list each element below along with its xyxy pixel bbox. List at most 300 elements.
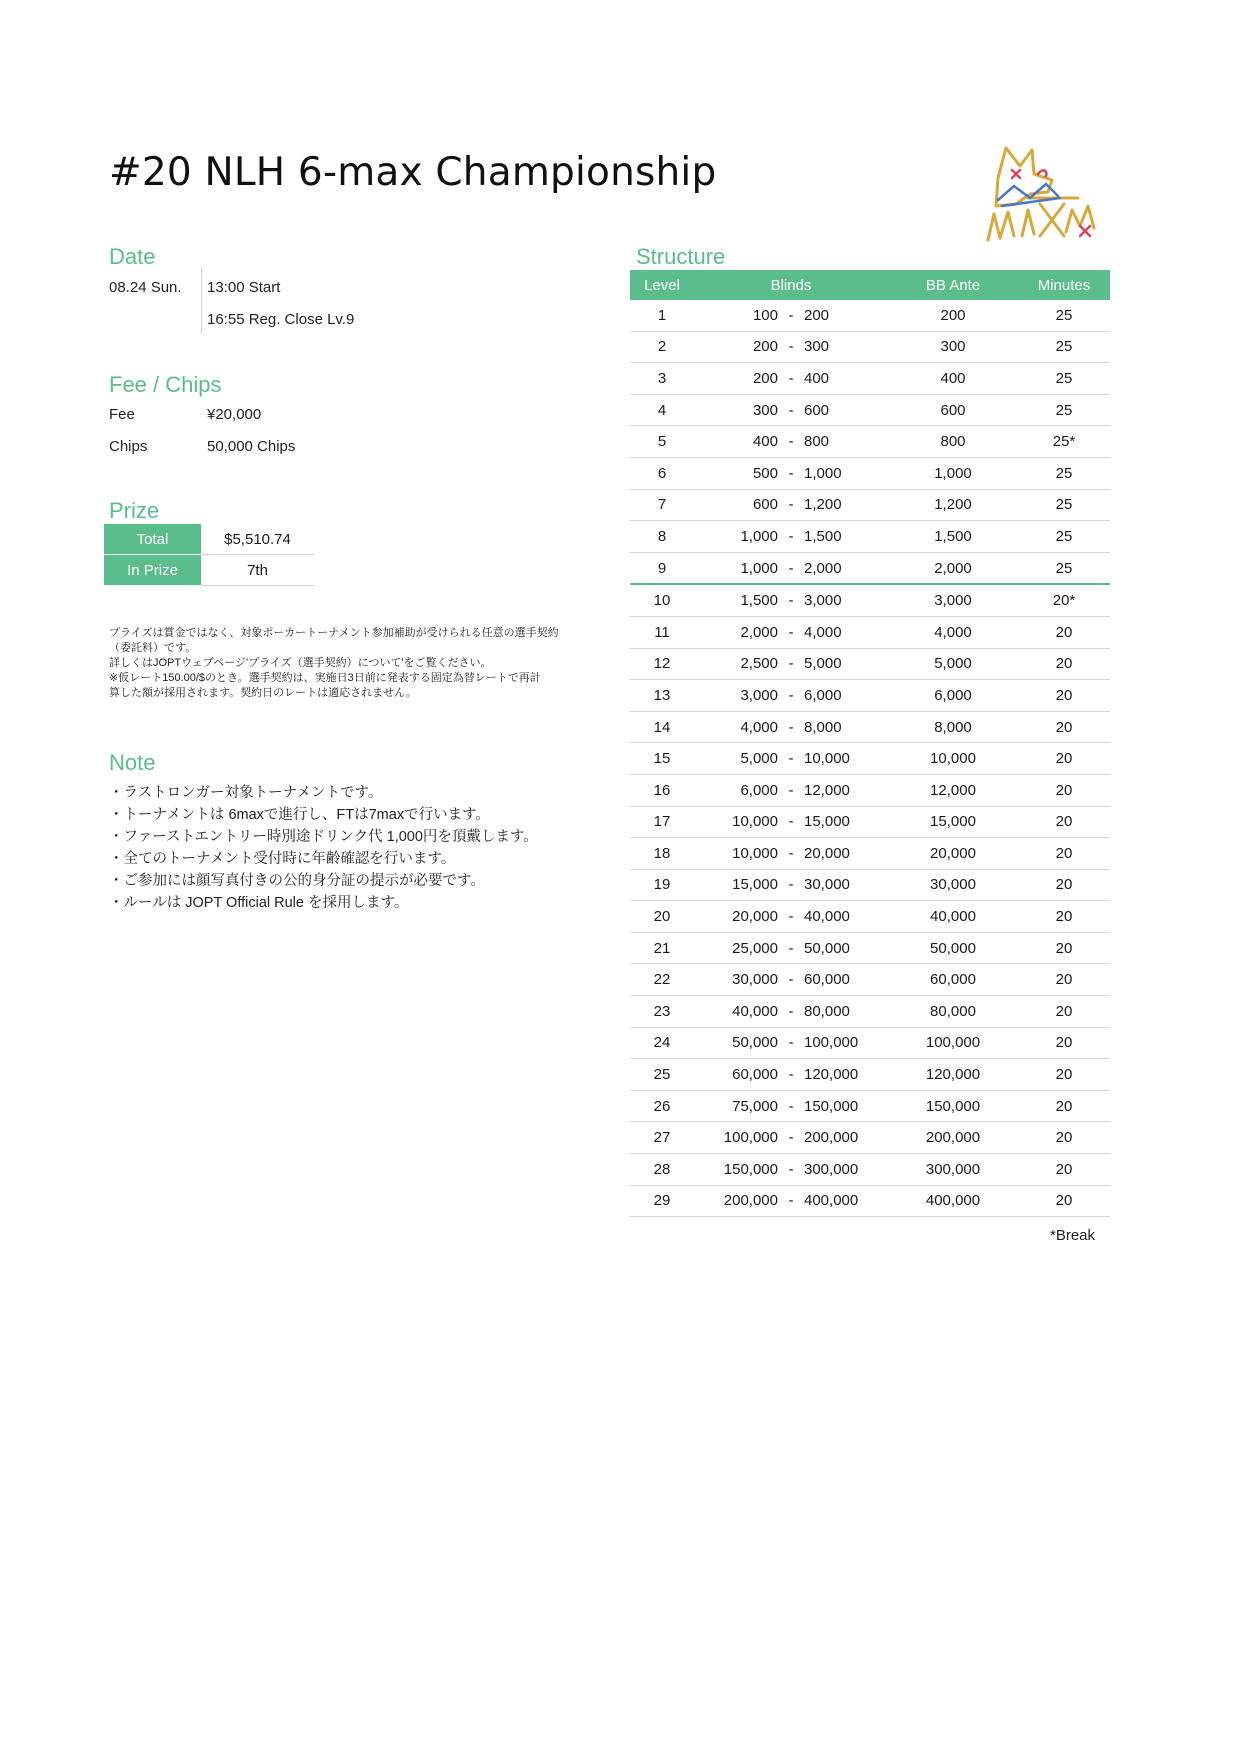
blinds-cell [694, 552, 888, 584]
minutes-value: 20 [1055, 1034, 1073, 1052]
small-blind-value: 30,000 [732, 971, 778, 989]
minutes-value: 20 [1055, 750, 1073, 768]
ante-cell [888, 932, 1018, 964]
blinds-separator: - [788, 433, 794, 451]
bb-ante-value: 30,000 [930, 876, 976, 894]
level-cell [630, 901, 694, 933]
date-day: 08.24 Sun. [109, 279, 182, 296]
ante-cell [888, 1185, 1018, 1217]
level-value: 20 [653, 908, 671, 926]
big-blind-value: 6,000 [804, 686, 842, 704]
ante-cell [888, 1122, 1018, 1154]
bb-ante-value: 20,000 [930, 844, 976, 862]
level-value: 29 [653, 1192, 671, 1210]
ante-cell [888, 1090, 1018, 1122]
minutes-value: 25 [1055, 496, 1073, 514]
big-blind-value: 800 [804, 433, 830, 451]
minutes-value: 20 [1055, 813, 1073, 831]
minutes-value: 20 [1055, 781, 1073, 799]
structure-row [630, 552, 1110, 584]
blinds-separator: - [788, 401, 794, 419]
note-item: ・ご参加には顔写真付きの公的身分証の提示が必要です。 [109, 873, 485, 889]
ante-cell [888, 869, 1018, 901]
ante-cell [888, 838, 1018, 870]
minutes-value: 20 [1055, 623, 1073, 641]
level-cell [630, 363, 694, 395]
minutes-value: 25 [1055, 338, 1073, 356]
minutes-cell [1018, 932, 1110, 964]
level-value: 4 [657, 401, 667, 419]
minutes-value: 20 [1055, 876, 1073, 894]
small-blind-value: 10,000 [732, 844, 778, 862]
level-value: 1 [657, 306, 667, 324]
small-blind-value: 100,000 [723, 1129, 778, 1147]
level-cell [630, 584, 694, 616]
level-cell [630, 932, 694, 964]
blinds-separator: - [788, 686, 794, 704]
level-value: 5 [657, 433, 667, 451]
level-cell [630, 1154, 694, 1186]
minutes-value: 20 [1055, 718, 1073, 736]
level-cell [630, 838, 694, 870]
level-cell [630, 394, 694, 426]
blinds-cell [694, 616, 888, 648]
blinds-cell [694, 426, 888, 458]
bb-ante-value: 400 [940, 369, 966, 387]
minutes-value: 25 [1055, 401, 1073, 419]
minutes-cell [1018, 1027, 1110, 1059]
blinds-separator: - [788, 1192, 794, 1210]
prize-total-label: Total [104, 524, 201, 555]
structure-row [630, 869, 1110, 901]
small-blind-value: 15,000 [732, 876, 778, 894]
bb-ante-value: 15,000 [930, 813, 976, 831]
level-cell [630, 996, 694, 1028]
small-blind-value: 6,000 [740, 781, 778, 799]
minutes-value: 20 [1055, 655, 1073, 673]
big-blind-value: 300,000 [804, 1160, 859, 1178]
blinds-separator: - [788, 559, 794, 577]
col-level: Level [630, 270, 694, 300]
blinds-cell [694, 1059, 888, 1091]
blinds-separator: - [788, 1002, 794, 1020]
blinds-separator: - [788, 908, 794, 926]
level-value: 11 [654, 623, 670, 641]
small-blind-value: 20,000 [732, 908, 778, 926]
bb-ante-value: 200,000 [925, 1129, 981, 1147]
small-blind-value: 2,000 [740, 623, 778, 641]
small-blind-value: 1,000 [740, 559, 778, 577]
structure-row [630, 806, 1110, 838]
minutes-value: 25 [1055, 464, 1073, 482]
minutes-cell [1018, 552, 1110, 584]
date-heading: Date [109, 244, 156, 269]
tournament-logo-icon [968, 140, 1103, 248]
structure-row [630, 363, 1110, 395]
note-item: ・ルールは JOPT Official Rule を採用します。 [109, 895, 409, 911]
prize-heading: Prize [109, 498, 160, 523]
col-bb-ante: BB Ante [888, 270, 1018, 300]
level-cell [630, 1185, 694, 1217]
structure-row [630, 1059, 1110, 1091]
small-blind-value: 5,000 [740, 750, 778, 768]
big-blind-value: 400,000 [804, 1192, 859, 1210]
small-blind-value: 75,000 [732, 1097, 778, 1115]
note-list [109, 782, 538, 914]
blinds-cell [694, 457, 888, 489]
blinds-cell [694, 996, 888, 1028]
level-cell [630, 616, 694, 648]
blinds-separator: - [788, 1097, 794, 1115]
blinds-separator: - [788, 496, 794, 514]
ante-cell [888, 1027, 1018, 1059]
big-blind-value: 200 [804, 306, 830, 324]
blinds-separator: - [788, 781, 794, 799]
small-blind-value: 400 [752, 433, 778, 451]
level-value: 7 [657, 496, 667, 514]
break-note: *Break [1050, 1227, 1096, 1244]
bb-ante-value: 4,000 [934, 623, 972, 641]
structure-header-row [630, 270, 1110, 300]
level-value: 21 [653, 939, 671, 957]
ante-cell [888, 363, 1018, 395]
level-value: 16 [653, 781, 671, 799]
small-blind-value: 600 [752, 496, 778, 514]
blinds-separator: - [788, 623, 794, 641]
big-blind-value: 8,000 [804, 718, 842, 736]
blinds-cell [694, 806, 888, 838]
blinds-separator: - [788, 844, 794, 862]
blinds-separator: - [788, 750, 794, 768]
big-blind-value: 1,500 [804, 527, 842, 545]
minutes-cell [1018, 426, 1110, 458]
minutes-cell [1018, 869, 1110, 901]
bb-ante-value: 120,000 [925, 1066, 981, 1084]
minutes-cell [1018, 774, 1110, 806]
note-item: ・ファーストエントリー時別途ドリンク代 1,000円を頂戴します。 [109, 829, 538, 845]
disclaimer-line: プライズは賞金ではなく、対象ポーカートーナメント参加補助が受けられる任意の選手契約 [109, 627, 559, 639]
bb-ante-value: 300 [940, 338, 966, 356]
level-value: 23 [653, 1002, 671, 1020]
minutes-cell [1018, 680, 1110, 712]
blinds-separator: - [788, 718, 794, 736]
minutes-value: 20 [1055, 844, 1073, 862]
ante-cell [888, 552, 1018, 584]
small-blind-value: 2,500 [740, 655, 778, 673]
big-blind-value: 2,000 [804, 559, 842, 577]
big-blind-value: 4,000 [804, 623, 842, 641]
minutes-value: 20 [1055, 1160, 1073, 1178]
date-divider [201, 268, 202, 334]
ante-cell [888, 300, 1018, 331]
big-blind-value: 200,000 [804, 1129, 859, 1147]
blinds-separator: - [788, 369, 794, 387]
ante-cell [888, 1154, 1018, 1186]
level-cell [630, 964, 694, 996]
ante-cell [888, 394, 1018, 426]
blinds-cell [694, 394, 888, 426]
level-value: 28 [653, 1160, 671, 1178]
minutes-value: 20* [1052, 592, 1076, 610]
minutes-cell [1018, 394, 1110, 426]
minutes-value: 20 [1055, 1097, 1073, 1115]
structure-row [630, 426, 1110, 458]
blinds-separator: - [788, 338, 794, 356]
level-cell [630, 1122, 694, 1154]
chips-label: Chips [109, 438, 148, 455]
minutes-cell [1018, 1059, 1110, 1091]
structure-row [630, 489, 1110, 521]
structure-row [630, 743, 1110, 775]
bb-ante-value: 400,000 [925, 1192, 981, 1210]
structure-row [630, 1027, 1110, 1059]
blinds-cell [694, 774, 888, 806]
level-cell [630, 711, 694, 743]
structure-row [630, 838, 1110, 870]
structure-row [630, 901, 1110, 933]
ante-cell [888, 1059, 1018, 1091]
big-blind-value: 120,000 [804, 1066, 859, 1084]
small-blind-value: 10,000 [732, 813, 778, 831]
level-value: 8 [657, 527, 667, 545]
chips-value: 50,000 Chips [207, 438, 296, 455]
minutes-cell [1018, 616, 1110, 648]
minutes-value: 25 [1055, 306, 1073, 324]
level-cell [630, 806, 694, 838]
minutes-value: 25 [1055, 369, 1073, 387]
blinds-cell [694, 331, 888, 363]
structure-row [630, 932, 1110, 964]
level-value: 14 [653, 718, 671, 736]
level-cell [630, 648, 694, 680]
big-blind-value: 60,000 [804, 971, 850, 989]
big-blind-value: 300 [804, 338, 830, 356]
blinds-cell [694, 680, 888, 712]
structure-row [630, 774, 1110, 806]
ante-cell [888, 584, 1018, 616]
ante-cell [888, 457, 1018, 489]
structure-row [630, 711, 1110, 743]
level-value: 26 [653, 1097, 671, 1115]
structure-row [630, 1185, 1110, 1217]
disclaimer-line: （委託料）です。 [109, 642, 197, 654]
structure-row [630, 584, 1110, 616]
minutes-value: 20 [1055, 686, 1073, 704]
disclaimer-line: 詳しくはJOPTウェブページ'プライズ（選手契約）について'をご覧ください。 [109, 657, 492, 669]
ante-cell [888, 806, 1018, 838]
structure-row [630, 394, 1110, 426]
bb-ante-value: 80,000 [930, 1002, 976, 1020]
blinds-separator: - [788, 592, 794, 610]
level-cell [630, 300, 694, 331]
note-item: ・トーナメントは 6maxで進行し、FTは7maxで行います。 [109, 807, 490, 823]
bb-ante-value: 10,000 [930, 750, 976, 768]
minutes-cell [1018, 964, 1110, 996]
big-blind-value: 40,000 [804, 908, 850, 926]
blinds-separator: - [788, 876, 794, 894]
minutes-cell [1018, 806, 1110, 838]
bb-ante-value: 300,000 [925, 1160, 981, 1178]
level-value: 15 [653, 750, 671, 768]
bb-ante-value: 3,000 [934, 592, 972, 610]
level-cell [630, 552, 694, 584]
level-value: 27 [653, 1129, 671, 1147]
small-blind-value: 100 [752, 306, 778, 324]
minutes-cell [1018, 489, 1110, 521]
level-value: 18 [653, 844, 671, 862]
blinds-separator: - [788, 655, 794, 673]
structure-row [630, 680, 1110, 712]
minutes-cell [1018, 584, 1110, 616]
structure-row [630, 964, 1110, 996]
minutes-cell [1018, 1154, 1110, 1186]
ante-cell [888, 616, 1018, 648]
level-value: 2 [657, 338, 667, 356]
minutes-cell [1018, 1122, 1110, 1154]
level-value: 3 [657, 369, 667, 387]
small-blind-value: 200,000 [723, 1192, 778, 1210]
ante-cell [888, 901, 1018, 933]
prize-disclaimer [109, 626, 589, 701]
minutes-value: 20 [1055, 971, 1073, 989]
level-cell [630, 331, 694, 363]
ante-cell [888, 426, 1018, 458]
bb-ante-value: 8,000 [934, 718, 972, 736]
ante-cell [888, 996, 1018, 1028]
level-cell [630, 1027, 694, 1059]
ante-cell [888, 648, 1018, 680]
bb-ante-value: 5,000 [934, 655, 972, 673]
small-blind-value: 200 [752, 369, 778, 387]
big-blind-value: 30,000 [804, 876, 850, 894]
level-cell [630, 743, 694, 775]
blinds-cell [694, 964, 888, 996]
minutes-cell [1018, 521, 1110, 553]
bb-ante-value: 60,000 [930, 971, 976, 989]
structure-row [630, 1154, 1110, 1186]
blinds-separator: - [788, 527, 794, 545]
minutes-cell [1018, 457, 1110, 489]
fee-value: ¥20,000 [207, 406, 262, 423]
ante-cell [888, 743, 1018, 775]
ante-cell [888, 680, 1018, 712]
bb-ante-value: 200 [940, 306, 966, 324]
blinds-cell [694, 300, 888, 331]
minutes-value: 20 [1055, 939, 1073, 957]
note-item: ・全てのトーナメント受付時に年齢確認を行います。 [109, 851, 456, 867]
fee-label: Fee [109, 406, 135, 423]
bb-ante-value: 600 [940, 401, 966, 419]
blinds-separator: - [788, 1034, 794, 1052]
blinds-cell [694, 648, 888, 680]
big-blind-value: 15,000 [804, 813, 850, 831]
minutes-value: 20 [1055, 1066, 1073, 1084]
prize-total-value: $5,510.74 [201, 524, 314, 555]
blinds-cell [694, 711, 888, 743]
structure-row [630, 1122, 1110, 1154]
level-cell [630, 1090, 694, 1122]
col-blinds: Blinds [694, 270, 888, 300]
blinds-cell [694, 1027, 888, 1059]
prize-row-in-prize [104, 555, 314, 586]
big-blind-value: 10,000 [804, 750, 850, 768]
blinds-cell [694, 743, 888, 775]
level-cell [630, 521, 694, 553]
bb-ante-value: 800 [940, 433, 966, 451]
note-heading: Note [109, 750, 156, 775]
blinds-separator: - [788, 813, 794, 831]
structure-row [630, 1090, 1110, 1122]
bb-ante-value: 6,000 [934, 686, 972, 704]
level-cell [630, 680, 694, 712]
minutes-value: 25 [1055, 559, 1073, 577]
big-blind-value: 100,000 [804, 1034, 859, 1052]
small-blind-value: 40,000 [732, 1002, 778, 1020]
minutes-value: 25* [1052, 433, 1076, 451]
level-value: 12 [653, 655, 671, 673]
blinds-cell [694, 584, 888, 616]
minutes-cell [1018, 996, 1110, 1028]
structure-table [630, 270, 1110, 1217]
start-time: 13:00 Start [207, 279, 281, 296]
structure-row [630, 521, 1110, 553]
blinds-cell [694, 489, 888, 521]
structure-row [630, 457, 1110, 489]
blinds-separator: - [788, 1066, 794, 1084]
disclaimer-line: ※仮レート150.00/$のとき。選手契約は、実施日3日前に発表する固定為替レートで再計 [109, 672, 541, 684]
big-blind-value: 1,200 [804, 496, 842, 514]
level-cell [630, 426, 694, 458]
minutes-cell [1018, 648, 1110, 680]
minutes-value: 25 [1055, 527, 1073, 545]
big-blind-value: 20,000 [804, 844, 850, 862]
level-value: 10 [653, 592, 671, 610]
blinds-cell [694, 901, 888, 933]
blinds-cell [694, 1122, 888, 1154]
structure-heading: Structure [636, 244, 726, 269]
small-blind-value: 1,500 [740, 592, 778, 610]
big-blind-value: 5,000 [804, 655, 842, 673]
big-blind-value: 150,000 [804, 1097, 859, 1115]
level-value: 24 [653, 1034, 671, 1052]
blinds-cell [694, 1185, 888, 1217]
page-title: #20 NLH 6-max Championship [109, 150, 717, 195]
ante-cell [888, 521, 1018, 553]
col-minutes: Minutes [1018, 270, 1110, 300]
structure-row [630, 331, 1110, 363]
blinds-cell [694, 363, 888, 395]
level-cell [630, 489, 694, 521]
blinds-cell [694, 869, 888, 901]
big-blind-value: 50,000 [804, 939, 850, 957]
reg-close-time: 16:55 Reg. Close Lv.9 [207, 311, 355, 328]
big-blind-value: 3,000 [804, 592, 842, 610]
small-blind-value: 60,000 [732, 1066, 778, 1084]
ante-cell [888, 964, 1018, 996]
blinds-separator: - [788, 1160, 794, 1178]
minutes-cell [1018, 743, 1110, 775]
minutes-value: 20 [1055, 1002, 1073, 1020]
blinds-cell [694, 932, 888, 964]
level-cell [630, 1059, 694, 1091]
blinds-separator: - [788, 306, 794, 324]
blinds-cell [694, 838, 888, 870]
level-cell [630, 457, 694, 489]
big-blind-value: 600 [804, 401, 830, 419]
small-blind-value: 300 [752, 401, 778, 419]
structure-row [630, 996, 1110, 1028]
minutes-cell [1018, 838, 1110, 870]
